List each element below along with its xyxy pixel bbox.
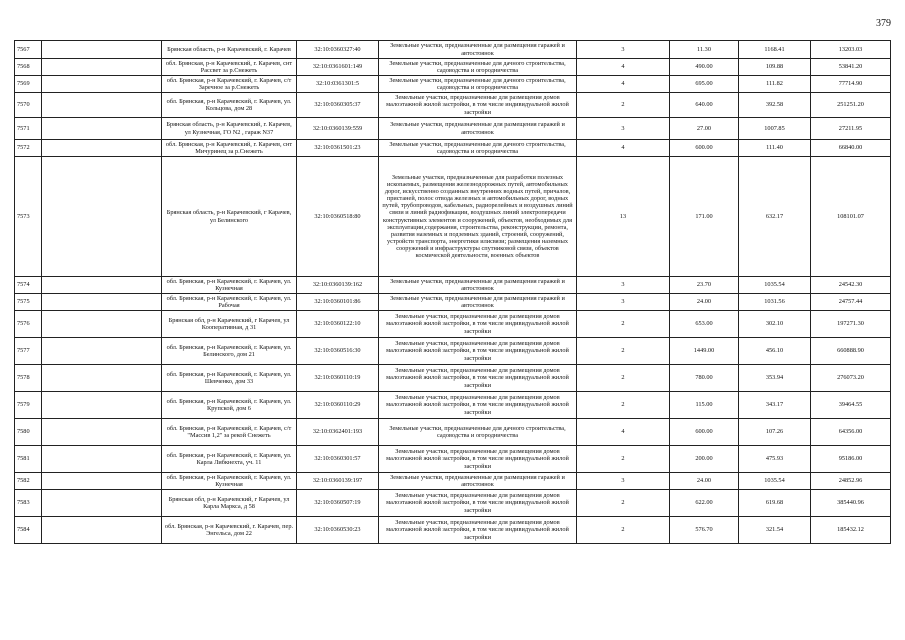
address-cell: обл. Брянская, р-н Карачевский, г. Карачев, ул. Белинского, дом 21 <box>162 338 297 365</box>
address-cell: обл. Брянская, р-н Карачевский, г. Карачев, ул. Кольцова, дом 28 <box>162 93 297 118</box>
row-number: 7578 <box>15 365 42 392</box>
cadastral-number-cell: 32:10:0360305:37 <box>297 93 379 118</box>
cadastral-value-cell: 276073.20 <box>811 365 891 392</box>
group-number-cell: 2 <box>577 517 670 544</box>
area-cell: 171.00 <box>670 157 739 277</box>
row-number: 7579 <box>15 392 42 419</box>
cadastral-value-cell: 24757.44 <box>811 294 891 311</box>
blank-cell <box>42 311 162 338</box>
blank-cell <box>42 294 162 311</box>
blank-cell <box>42 490 162 517</box>
cadastral-number-cell: 32:10:0360516:30 <box>297 338 379 365</box>
group-number-cell: 2 <box>577 446 670 473</box>
area-cell: 24.00 <box>670 294 739 311</box>
cadastral-value-cell: 66840.00 <box>811 140 891 157</box>
blank-cell <box>42 365 162 392</box>
cadastral-number-cell: 32:10:0360122:10 <box>297 311 379 338</box>
blank-cell <box>42 446 162 473</box>
cadastral-number-cell: 32:10:0360518:80 <box>297 157 379 277</box>
blank-cell <box>42 419 162 446</box>
land-use-cell: Земельные участки, предназначенные для дачного строительства, садоводства и огородничества <box>379 59 577 76</box>
blank-cell <box>42 338 162 365</box>
specific-value-cell: 1035.54 <box>739 277 811 294</box>
land-use-cell: Земельные участки, предназначенные для дачного строительства, садоводства и огородничества <box>379 140 577 157</box>
land-use-cell: Земельные участки, предназначенные для размещения гаражей и автостоянок <box>379 473 577 490</box>
table-row <box>15 490 891 517</box>
cadastral-value-cell: 251251.20 <box>811 93 891 118</box>
specific-value-cell: 353.94 <box>739 365 811 392</box>
group-number-cell: 3 <box>577 41 670 59</box>
table-row <box>15 473 891 490</box>
specific-value-cell: 107.26 <box>739 419 811 446</box>
group-number-cell: 4 <box>577 419 670 446</box>
address-cell: обл. Брянская, р-н Карачевский, г. Карачев, ул. Кузнечная <box>162 473 297 490</box>
table-row <box>15 338 891 365</box>
area-cell: 640.00 <box>670 93 739 118</box>
cadastral-value-cell: 660888.90 <box>811 338 891 365</box>
cadastral-value-cell: 95186.00 <box>811 446 891 473</box>
address-cell: Брянская обл, р-н Карачевский, г Карачев, ул Карла Маркса, д 58 <box>162 490 297 517</box>
specific-value-cell: 1031.56 <box>739 294 811 311</box>
cadastral-value-cell: 53841.20 <box>811 59 891 76</box>
address-cell: обл. Брянская, р-н Карачевский, г. Карачев, с/т Заречное за р.Снежеть <box>162 76 297 93</box>
area-cell: 600.00 <box>670 140 739 157</box>
row-number: 7575 <box>15 294 42 311</box>
address-cell: Брянская обл, р-н Карачевский, г Карачев, ул Кооперативная, д 31 <box>162 311 297 338</box>
blank-cell <box>42 157 162 277</box>
group-number-cell: 4 <box>577 76 670 93</box>
cadastral-value-table <box>14 40 891 544</box>
specific-value-cell: 1007.85 <box>739 118 811 140</box>
land-use-cell: Земельные участки, предназначенные для размещения домов малоэтажной жилой застройки, в том числе индивидуальной жилой застройки <box>379 93 577 118</box>
specific-value-cell: 1168.41 <box>739 41 811 59</box>
cadastral-value-cell: 39464.55 <box>811 392 891 419</box>
blank-cell <box>42 473 162 490</box>
land-use-cell: Земельные участки, предназначенные для размещения гаражей и автостоянок <box>379 118 577 140</box>
land-use-cell: Земельные участки, предназначенные для размещения домов малоэтажной жилой застройки, в том числе индивидуальной жилой застройки <box>379 446 577 473</box>
table-row <box>15 59 891 76</box>
table-row <box>15 41 891 59</box>
table-row <box>15 446 891 473</box>
table-row <box>15 311 891 338</box>
land-use-cell: Земельные участки, предназначенные для размещения гаражей и автостоянок <box>379 277 577 294</box>
area-cell: 1449.00 <box>670 338 739 365</box>
row-number: 7577 <box>15 338 42 365</box>
area-cell: 622.00 <box>670 490 739 517</box>
table-row <box>15 140 891 157</box>
cadastral-value-cell: 197271.30 <box>811 311 891 338</box>
row-number: 7580 <box>15 419 42 446</box>
table-body <box>15 41 891 544</box>
land-use-cell: Земельные участки, предназначенные для размещения гаражей и автостоянок <box>379 41 577 59</box>
land-use-cell: Земельные участки, предназначенные для размещения гаражей и автостоянок <box>379 294 577 311</box>
blank-cell <box>42 93 162 118</box>
group-number-cell: 2 <box>577 338 670 365</box>
area-cell: 23.70 <box>670 277 739 294</box>
table-row <box>15 517 891 544</box>
area-cell: 27.00 <box>670 118 739 140</box>
group-number-cell: 2 <box>577 311 670 338</box>
area-cell: 11.30 <box>670 41 739 59</box>
table-row <box>15 93 891 118</box>
land-use-cell: Земельные участки, предназначенные для разработки полезных ископаемых, размещения железнодорожных путей, автомобильных дорог, искусственно созданных внутренних водных путей, причалов, пристаней, полос отвода железных и автомобильных дорог, водных путей, трубопроводов, кабельных, радиорелейных и воздушных линий связи и линий радиофикации, воздушных линий электропередачи конструктивных элементов и сооружений, объектов, необходимых для эксплуатации,содержания, строительства, реконструкции, ремонта, развития наземных и подземных зданий, строений, сооружений, устройств транспорта, энергетики илисвязи; размещения наземных сооружений и инфраструктуры спутниковой связи, объектов космической деятельности, военных объектов <box>379 157 577 277</box>
specific-value-cell: 632.17 <box>739 157 811 277</box>
group-number-cell: 2 <box>577 490 670 517</box>
specific-value-cell: 109.88 <box>739 59 811 76</box>
land-use-cell: Земельные участки, предназначенные для размещения домов малоэтажной жилой застройки, в том числе индивидуальной жилой застройки <box>379 311 577 338</box>
area-cell: 115.00 <box>670 392 739 419</box>
blank-cell <box>42 59 162 76</box>
specific-value-cell: 619.68 <box>739 490 811 517</box>
row-number: 7571 <box>15 118 42 140</box>
address-cell: Брянская область, р-н Карачевский, г. Карачев <box>162 41 297 59</box>
address-cell: обл. Брянская, р-н Карачевский, г. Карачев, ул. Рабочая <box>162 294 297 311</box>
table-row <box>15 392 891 419</box>
specific-value-cell: 111.40 <box>739 140 811 157</box>
area-cell: 695.00 <box>670 76 739 93</box>
row-number: 7576 <box>15 311 42 338</box>
cadastral-value-cell: 64356.00 <box>811 419 891 446</box>
land-use-cell: Земельные участки, предназначенные для дачного строительства, садоводства и огородничества <box>379 76 577 93</box>
address-cell: Брянская область, р-н Карачевский, г Карачев, ул Белинского <box>162 157 297 277</box>
land-use-cell: Земельные участки, предназначенные для размещения домов малоэтажной жилой застройки, в том числе индивидуальной жилой застройки <box>379 490 577 517</box>
address-cell: обл. Брянская, р-н Карачевский, г. Карачев, ул. Кузнечная <box>162 277 297 294</box>
cadastral-value-cell: 24542.30 <box>811 277 891 294</box>
area-cell: 200.00 <box>670 446 739 473</box>
specific-value-cell: 1035.54 <box>739 473 811 490</box>
group-number-cell: 2 <box>577 365 670 392</box>
row-number: 7569 <box>15 76 42 93</box>
cadastral-number-cell: 32:10:0361601:149 <box>297 59 379 76</box>
group-number-cell: 4 <box>577 59 670 76</box>
cadastral-number-cell: 32:10:0362401:193 <box>297 419 379 446</box>
row-number: 7570 <box>15 93 42 118</box>
cadastral-value-cell: 385440.96 <box>811 490 891 517</box>
cadastral-number-cell: 32:10:0361301:5 <box>297 76 379 93</box>
area-cell: 780.00 <box>670 365 739 392</box>
address-cell: обл. Брянская, р-н Карачевский, г. Карачев, с/т "Массив 1,2" за рекой Снежеть <box>162 419 297 446</box>
specific-value-cell: 475.93 <box>739 446 811 473</box>
cadastral-value-cell: 27211.95 <box>811 118 891 140</box>
table-row <box>15 419 891 446</box>
specific-value-cell: 392.58 <box>739 93 811 118</box>
cadastral-number-cell: 32:10:0360101:86 <box>297 294 379 311</box>
table-row <box>15 76 891 93</box>
area-cell: 576.70 <box>670 517 739 544</box>
group-number-cell: 2 <box>577 392 670 419</box>
cadastral-number-cell: 32:10:0360301:57 <box>297 446 379 473</box>
specific-value-cell: 343.17 <box>739 392 811 419</box>
address-cell: обл. Брянская, р-н Карачевский, г. Карачев, пер. Энгельса, дом 22 <box>162 517 297 544</box>
specific-value-cell: 302.10 <box>739 311 811 338</box>
row-number: 7574 <box>15 277 42 294</box>
blank-cell <box>42 76 162 93</box>
address-cell: обл. Брянская, р-н Карачевский, г. Карачев, ул. Шевченко, дом 33 <box>162 365 297 392</box>
land-use-cell: Земельные участки, предназначенные для дачного строительства, садоводства и огородничества <box>379 419 577 446</box>
cadastral-value-cell: 24852.96 <box>811 473 891 490</box>
page-number: 379 <box>876 18 891 29</box>
table-row <box>15 365 891 392</box>
blank-cell <box>42 140 162 157</box>
table-row <box>15 277 891 294</box>
specific-value-cell: 456.10 <box>739 338 811 365</box>
cadastral-value-cell: 185432.12 <box>811 517 891 544</box>
specific-value-cell: 321.54 <box>739 517 811 544</box>
land-use-cell: Земельные участки, предназначенные для размещения домов малоэтажной жилой застройки, в том числе индивидуальной жилой застройки <box>379 517 577 544</box>
area-cell: 653.00 <box>670 311 739 338</box>
group-number-cell: 13 <box>577 157 670 277</box>
group-number-cell: 3 <box>577 473 670 490</box>
row-number: 7572 <box>15 140 42 157</box>
table-row <box>15 294 891 311</box>
group-number-cell: 2 <box>577 93 670 118</box>
cadastral-number-cell: 32:10:0360110:29 <box>297 392 379 419</box>
blank-cell <box>42 41 162 59</box>
blank-cell <box>42 277 162 294</box>
cadastral-number-cell: 32:10:0360139:162 <box>297 277 379 294</box>
cadastral-number-cell: 32:10:0360110:19 <box>297 365 379 392</box>
area-cell: 490.00 <box>670 59 739 76</box>
row-number: 7573 <box>15 157 42 277</box>
row-number: 7568 <box>15 59 42 76</box>
area-cell: 600.00 <box>670 419 739 446</box>
address-cell: обл. Брянская, р-н Карачевский, г. Карачев, ул. Крупской, дом 6 <box>162 392 297 419</box>
specific-value-cell: 111.82 <box>739 76 811 93</box>
land-use-cell: Земельные участки, предназначенные для размещения домов малоэтажной жилой застройки, в том числе индивидуальной жилой застройки <box>379 392 577 419</box>
area-cell: 24.00 <box>670 473 739 490</box>
row-number: 7581 <box>15 446 42 473</box>
cadastral-number-cell: 32:10:0360507:19 <box>297 490 379 517</box>
cadastral-number-cell: 32:10:0360139:197 <box>297 473 379 490</box>
group-number-cell: 3 <box>577 294 670 311</box>
address-cell: обл. Брянская, р-н Карачевский, г. Карачев, ул. Карла Либкнехта, уч. 11 <box>162 446 297 473</box>
blank-cell <box>42 118 162 140</box>
cadastral-number-cell: 32:10:0360530:23 <box>297 517 379 544</box>
row-number: 7583 <box>15 490 42 517</box>
cadastral-number-cell: 32:10:0360139:559 <box>297 118 379 140</box>
cadastral-value-cell: 108101.07 <box>811 157 891 277</box>
address-cell: обл. Брянская, р-н Карачевский, г. Карачев, снт Рассвет за р.Снежеть <box>162 59 297 76</box>
table-row <box>15 157 891 277</box>
address-cell: Брянская область, р-н Карачевский, г. Карачев, ул Кузнечная, ГО N2 , гараж N37 <box>162 118 297 140</box>
blank-cell <box>42 392 162 419</box>
cadastral-value-cell: 13203.03 <box>811 41 891 59</box>
row-number: 7584 <box>15 517 42 544</box>
blank-cell <box>42 517 162 544</box>
cadastral-number-cell: 32:10:0360327:40 <box>297 41 379 59</box>
table-row <box>15 118 891 140</box>
row-number: 7567 <box>15 41 42 59</box>
cadastral-number-cell: 32:10:0361501:23 <box>297 140 379 157</box>
cadastral-value-cell: 77714.90 <box>811 76 891 93</box>
group-number-cell: 3 <box>577 277 670 294</box>
group-number-cell: 3 <box>577 118 670 140</box>
address-cell: обл. Брянская, р-н Карачевский, г. Карачев, снт Мичуринец за р.Снежеть <box>162 140 297 157</box>
row-number: 7582 <box>15 473 42 490</box>
land-use-cell: Земельные участки, предназначенные для размещения домов малоэтажной жилой застройки, в том числе индивидуальной жилой застройки <box>379 365 577 392</box>
group-number-cell: 4 <box>577 140 670 157</box>
land-use-cell: Земельные участки, предназначенные для размещения домов малоэтажной жилой застройки, в том числе индивидуальной жилой застройки <box>379 338 577 365</box>
